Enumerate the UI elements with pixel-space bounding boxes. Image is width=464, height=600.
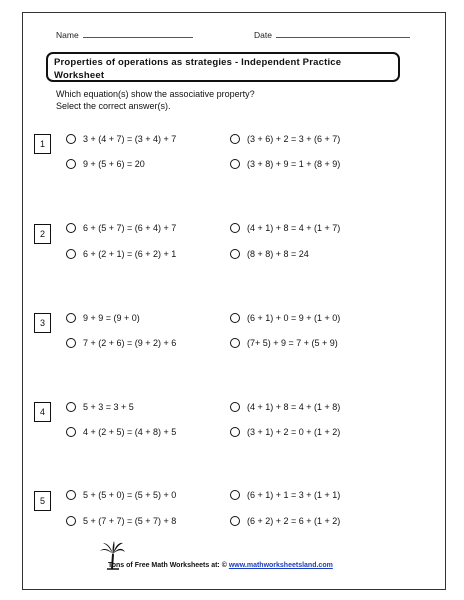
radio-button[interactable]	[66, 490, 76, 500]
radio-button[interactable]	[66, 338, 76, 348]
answer-option[interactable]	[66, 338, 176, 348]
option-label: 6 + (5 + 7) = (6 + 4) + 7	[83, 223, 177, 233]
radio-button[interactable]	[230, 402, 240, 412]
radio-button[interactable]	[230, 516, 240, 526]
radio-button[interactable]	[230, 490, 240, 500]
question-number: 3	[34, 313, 51, 333]
question-number: 2	[34, 224, 51, 244]
footer-link[interactable]: www.mathworksheetsland.com	[228, 562, 333, 569]
worksheet-title: Properties of operations as strategies - Independent Practice Worksheet	[46, 52, 400, 82]
answer-option[interactable]	[230, 338, 338, 348]
answer-option[interactable]	[230, 490, 340, 500]
answer-option[interactable]	[66, 249, 176, 259]
answer-option[interactable]	[230, 402, 340, 412]
footer	[108, 562, 333, 569]
answer-option[interactable]	[230, 427, 340, 437]
answer-option[interactable]	[66, 490, 176, 500]
option-label: (7+ 5) + 9 = 7 + (5 + 9)	[247, 338, 338, 348]
instruction-line-2: Select the correct answer(s).	[56, 101, 171, 111]
radio-button[interactable]	[66, 249, 76, 259]
answer-option[interactable]	[66, 159, 145, 169]
answer-option[interactable]	[230, 249, 309, 259]
name-label: Name	[56, 30, 79, 40]
option-label: 7 + (2 + 6) = (9 + 2) + 6	[83, 338, 177, 348]
option-label: 9 + (5 + 6) = 20	[83, 159, 145, 169]
date-field[interactable]	[254, 28, 410, 40]
option-label: 5 + 3 = 3 + 5	[83, 402, 134, 412]
answer-option[interactable]	[230, 134, 340, 144]
question-number: 1	[34, 134, 51, 154]
radio-button[interactable]	[230, 134, 240, 144]
answer-option[interactable]	[66, 427, 176, 437]
answer-option[interactable]	[66, 223, 176, 233]
radio-button[interactable]	[66, 516, 76, 526]
radio-button[interactable]	[230, 159, 240, 169]
radio-button[interactable]	[230, 223, 240, 233]
answer-option[interactable]	[66, 516, 176, 526]
option-label: 9 + 9 = (9 + 0)	[83, 313, 140, 323]
option-label: 3 + (4 + 7) = (3 + 4) + 7	[83, 134, 177, 144]
option-label: (6 + 1) + 0 = 9 + (1 + 0)	[247, 313, 341, 323]
answer-option[interactable]	[230, 516, 340, 526]
radio-button[interactable]	[66, 402, 76, 412]
answer-option[interactable]	[230, 159, 340, 169]
radio-button[interactable]	[230, 313, 240, 323]
answer-option[interactable]	[66, 313, 140, 323]
radio-button[interactable]	[66, 223, 76, 233]
question-number: 5	[34, 491, 51, 511]
option-label: (3 + 8) + 9 = 1 + (8 + 9)	[247, 159, 341, 169]
radio-button[interactable]	[230, 338, 240, 348]
answer-option[interactable]	[66, 402, 134, 412]
option-label: (3 + 6) + 2 = 3 + (6 + 7)	[247, 134, 341, 144]
option-label: 6 + (2 + 1) = (6 + 2) + 1	[83, 249, 177, 259]
option-label: 4 + (2 + 5) = (4 + 8) + 5	[83, 427, 177, 437]
answer-option[interactable]	[66, 134, 176, 144]
option-label: (3 + 1) + 2 = 0 + (1 + 2)	[247, 427, 341, 437]
option-label: 5 + (7 + 7) = (5 + 7) + 8	[83, 516, 177, 526]
date-line[interactable]	[276, 28, 410, 38]
answer-option[interactable]	[230, 223, 340, 233]
option-label: (6 + 1) + 1 = 3 + (1 + 1)	[247, 490, 341, 500]
answer-option[interactable]	[230, 313, 340, 323]
question-number: 4	[34, 402, 51, 422]
option-label: (4 + 1) + 8 = 4 + (1 + 8)	[247, 402, 341, 412]
radio-button[interactable]	[230, 427, 240, 437]
radio-button[interactable]	[230, 249, 240, 259]
option-label: (4 + 1) + 8 = 4 + (1 + 7)	[247, 223, 341, 233]
radio-button[interactable]	[66, 134, 76, 144]
footer-text: Tons of Free Math Worksheets at: ©	[108, 562, 227, 569]
option-label: (8 + 8) + 8 = 24	[247, 249, 309, 259]
option-label: (6 + 2) + 2 = 6 + (1 + 2)	[247, 516, 341, 526]
name-line[interactable]	[83, 28, 193, 38]
radio-button[interactable]	[66, 427, 76, 437]
date-label: Date	[254, 30, 272, 40]
option-label: 5 + (5 + 0) = (5 + 5) + 0	[83, 490, 177, 500]
radio-button[interactable]	[66, 159, 76, 169]
instruction-line-1: Which equation(s) show the associative property?	[56, 89, 255, 99]
name-field[interactable]	[56, 28, 193, 40]
radio-button[interactable]	[66, 313, 76, 323]
instructions	[56, 88, 255, 112]
